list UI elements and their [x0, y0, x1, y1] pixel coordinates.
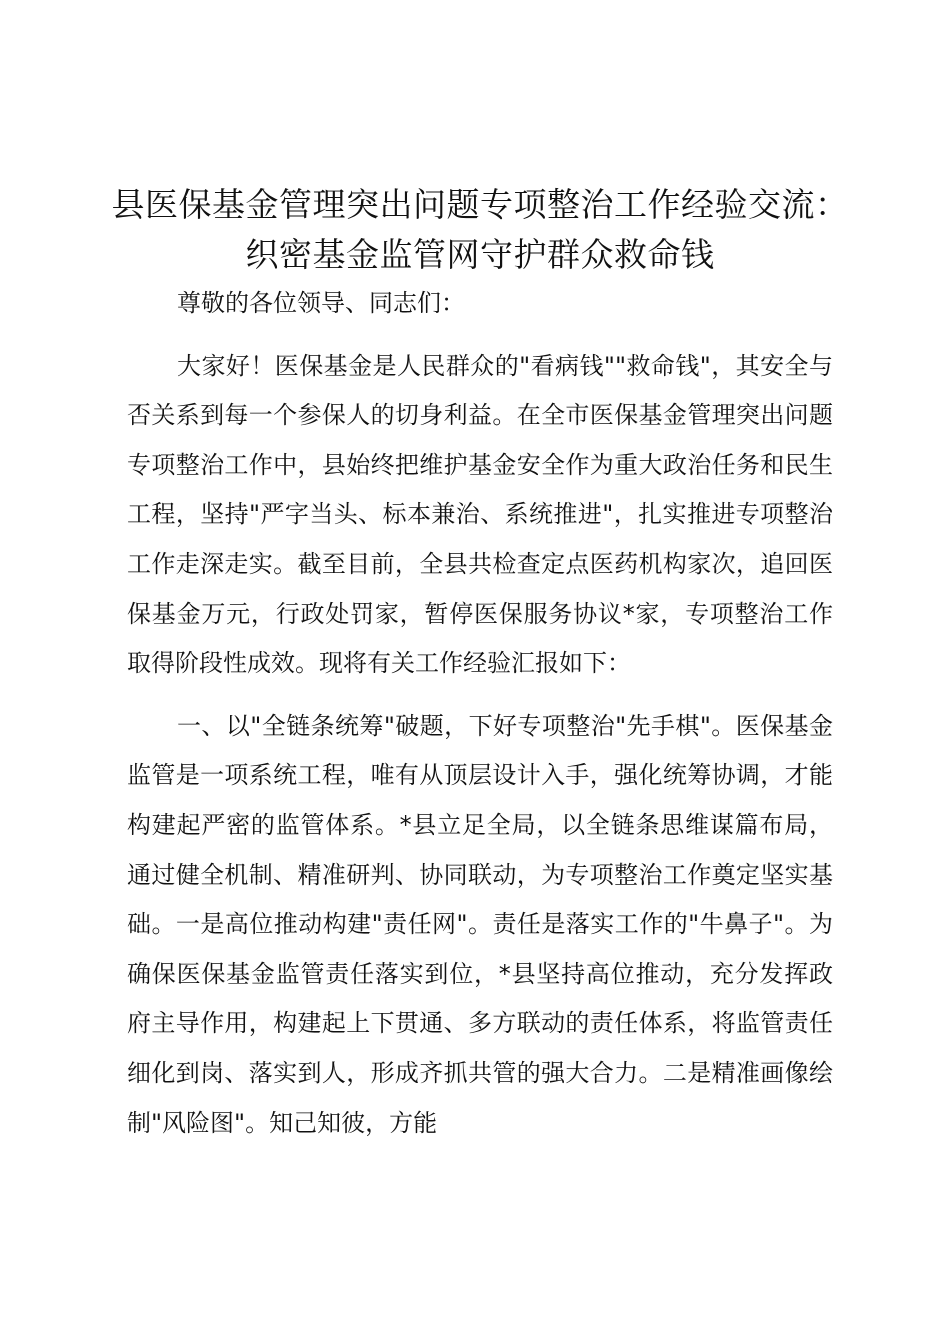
document-body [127, 279, 833, 1148]
salutation: 尊敬的各位领导、同志们： [177, 289, 465, 317]
paragraph-section-one: 一、以"全链条统筹"破题，下好专项整治"先手棋"。医保基金监管是一项系统工程，唯有从顶层设计入手，强化统筹协调，才能构建起严密的监管体系。*县立足全局，以全链条思维谋篇布局，通过健全机制、精准研判、协同联动，为专项整治工作奠定坚实基础。一是高位推动构建"责任网"。责任是落实工作的"牛鼻子"。为确保医保基金监管责任落实到位，*县坚持高位推动，充分发挥政府主导作用，构建起上下贯通、多方联动的责任体系，将监管责任细化到岗、落实到人，形成齐抓共管的强大合力。二是精准画像绘制"风险图"。知己知彼，方能 [127, 711, 833, 1137]
paragraph-intro: 大家好！医保基金是人民群众的"看病钱""救命钱"，其安全与否关系到每一个参保人的切身利益。在全市医保基金管理突出问题专项整治工作中，县始终把维护基金安全作为重大政治任务和民生工程，坚持"严字当头、标本兼治、系统推进"，扎实推进专项整治工作走深走实。截至目前，全县共检查定点医药机构家次，追回医保基金万元，行政处罚家，暂停医保服务协议*家，专项整治工作取得阶段性成效。现将有关工作经验汇报如下： [127, 351, 833, 678]
document-title: 县医保基金管理突出问题专项整治工作经验交流：织密基金监管网守护群众救命钱 [111, 185, 849, 274]
